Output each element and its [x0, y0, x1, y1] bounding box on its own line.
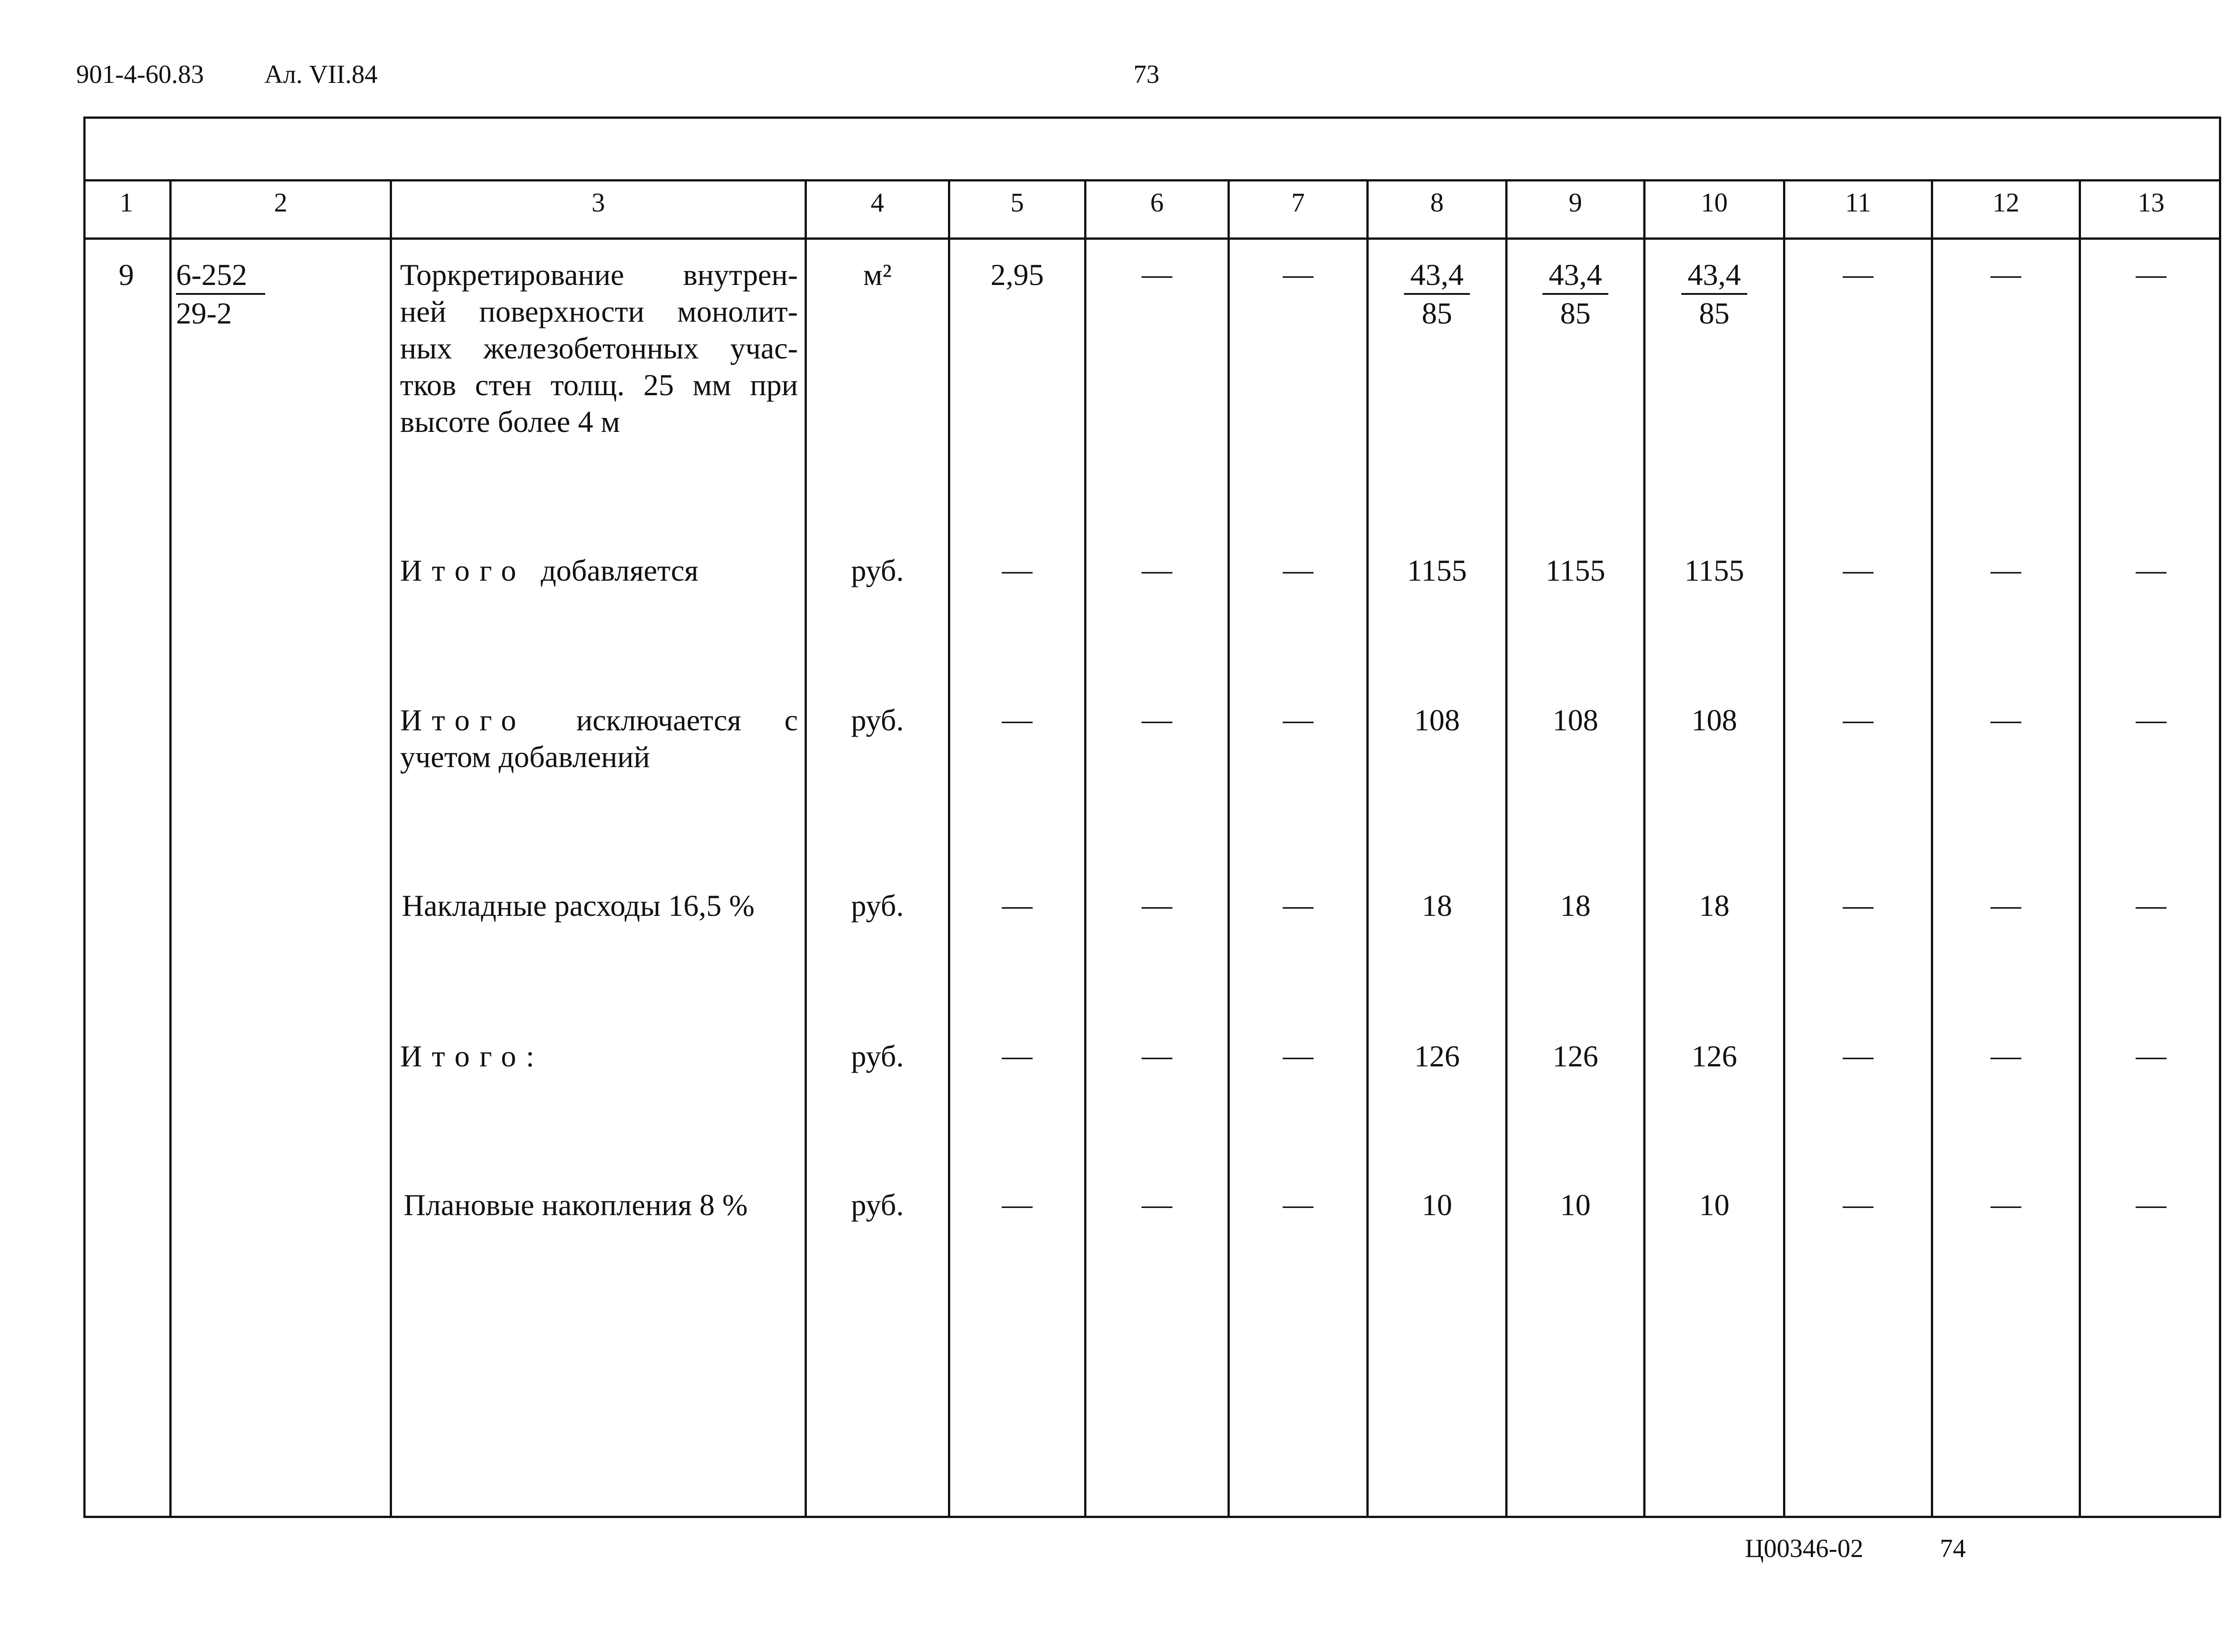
- summary-label-added-rest: добавляется: [540, 553, 698, 587]
- document-code: 901-4-60.83: [76, 60, 204, 89]
- row9-col7: —: [1283, 257, 1314, 291]
- summary-overhead-c12: —: [1990, 888, 2021, 922]
- summary-excluded-c13: —: [2136, 702, 2167, 736]
- summary-overhead-c8: 18: [1422, 889, 1452, 923]
- summary-overhead-c10: 18: [1699, 889, 1730, 923]
- summary-label-added: [400, 552, 798, 589]
- summary-added-c9: 1155: [1545, 553, 1606, 587]
- col-divider-5: [1084, 179, 1086, 1518]
- table-header-bottom-line: [83, 237, 2221, 240]
- row9-col6: —: [1142, 257, 1172, 291]
- col-header-9: 9: [1568, 188, 1582, 217]
- footer-stamp-code: Ц00346-02: [1745, 1534, 1864, 1563]
- summary-label-excluded-line2: учетом добавлений: [400, 740, 650, 774]
- summary-savings-c5: —: [1002, 1187, 1033, 1221]
- summary-label-excluded-spaced: Итого: [400, 703, 526, 737]
- description-line-4: тков стен толщ. 25 мм при: [400, 368, 798, 402]
- row9-col8-bottom: 85: [1422, 296, 1452, 330]
- summary-savings-c10: 10: [1699, 1188, 1730, 1222]
- album-label: Ал. VII.84: [264, 60, 378, 89]
- summary-savings-c8: 10: [1422, 1188, 1452, 1222]
- col-header-5: 5: [1010, 188, 1024, 217]
- row9-col13: —: [2136, 257, 2167, 291]
- description-line-3: ных железобетонных учас-: [400, 331, 798, 365]
- col-divider-2: [390, 179, 392, 1518]
- summary-label-overhead: Накладные расходы 16,5 %: [402, 889, 755, 923]
- row9-col8-fraction: [1369, 256, 1505, 332]
- col-header-3: 3: [591, 188, 605, 217]
- col-divider-3: [805, 179, 807, 1518]
- description-line-5: высоте более 4 м: [400, 405, 620, 439]
- summary-overhead-c11: —: [1843, 888, 1874, 922]
- summary-overhead-c6: —: [1142, 888, 1172, 922]
- col-header-4: 4: [870, 188, 884, 217]
- row9-col10-top: 43,4: [1681, 256, 1747, 295]
- summary-added-unit: руб.: [851, 553, 904, 587]
- summary-excluded-c12: —: [1990, 702, 2021, 736]
- col-header-8: 8: [1430, 188, 1444, 217]
- row9-col10-bottom: 85: [1699, 296, 1730, 330]
- item-number: 9: [119, 258, 134, 292]
- summary-excluded-c7: —: [1283, 702, 1314, 736]
- summary-total-c7: —: [1283, 1038, 1314, 1072]
- summary-savings-c11: —: [1843, 1187, 1874, 1221]
- description-line-2: ней поверхности монолит-: [400, 294, 798, 328]
- col-divider-6: [1228, 179, 1230, 1518]
- summary-savings-c12: —: [1990, 1187, 2021, 1221]
- col-header-13: 13: [2137, 188, 2165, 217]
- col-divider-8: [1505, 179, 1508, 1518]
- col-header-1: 1: [120, 188, 133, 217]
- summary-added-c11: —: [1843, 552, 1874, 587]
- row9-col12: —: [1990, 257, 2021, 291]
- summary-label-total: [400, 1038, 798, 1074]
- col-header-11: 11: [1845, 188, 1871, 217]
- reference-bottom: 29-2: [176, 296, 232, 330]
- summary-label-excluded: [400, 702, 798, 738]
- col-header-10: 10: [1701, 188, 1728, 217]
- footer-sheet-number: 74: [1940, 1534, 1966, 1563]
- summary-added-c6: —: [1142, 552, 1172, 587]
- summary-savings-c9: 10: [1560, 1188, 1591, 1222]
- quantity-cell: 2,95: [991, 258, 1044, 292]
- col-divider-7: [1366, 179, 1369, 1518]
- summary-added-c8: 1155: [1407, 553, 1467, 587]
- summary-total-c11: —: [1843, 1038, 1874, 1072]
- summary-savings-c7: —: [1283, 1187, 1314, 1221]
- col-divider-12: [2079, 179, 2081, 1518]
- summary-total-c12: —: [1990, 1038, 2021, 1072]
- row9-col11: —: [1843, 257, 1874, 291]
- summary-added-c12: —: [1990, 552, 2021, 587]
- summary-overhead-unit: руб.: [851, 889, 904, 923]
- summary-total-c5: —: [1002, 1038, 1033, 1072]
- summary-label-excluded-rest: исключается с: [576, 703, 798, 737]
- summary-total-c10: 126: [1691, 1039, 1737, 1073]
- row9-col9-top: 43,4: [1542, 256, 1608, 295]
- unit-cell: м²: [863, 258, 892, 292]
- summary-added-c5: —: [1002, 552, 1033, 587]
- col-divider-1: [169, 179, 172, 1518]
- col-header-6: 6: [1150, 188, 1164, 217]
- description-line-1: Торкретирование внутрен-: [400, 258, 798, 292]
- summary-added-c7: —: [1283, 552, 1314, 587]
- summary-label-added-spaced: Итого: [400, 553, 526, 587]
- summary-total-c8: 126: [1414, 1039, 1460, 1073]
- summary-savings-c13: —: [2136, 1187, 2167, 1221]
- summary-total-c6: —: [1142, 1038, 1172, 1072]
- summary-excluded-c8: 108: [1414, 703, 1460, 737]
- summary-overhead-c7: —: [1283, 888, 1314, 922]
- col-divider-4: [948, 179, 950, 1518]
- summary-total-c13: —: [2136, 1038, 2167, 1072]
- row9-col9-bottom: 85: [1560, 296, 1591, 330]
- summary-added-c13: —: [2136, 552, 2167, 587]
- table-header-top-line: [83, 179, 2221, 181]
- summary-total-unit: руб.: [851, 1039, 904, 1073]
- col-header-7: 7: [1291, 188, 1305, 217]
- summary-excluded-c6: —: [1142, 702, 1172, 736]
- col-divider-11: [1931, 179, 1933, 1518]
- summary-excluded-c5: —: [1002, 702, 1033, 736]
- summary-savings-c6: —: [1142, 1187, 1172, 1221]
- summary-overhead-c13: —: [2136, 888, 2167, 922]
- col-header-2: 2: [274, 188, 288, 217]
- summary-excluded-c9: 108: [1552, 703, 1598, 737]
- reference-fraction: [172, 256, 265, 332]
- row9-col8-top: 43,4: [1404, 256, 1470, 295]
- col-header-12: 12: [1992, 188, 2020, 217]
- row9-col9-fraction: [1508, 256, 1643, 332]
- summary-excluded-unit: руб.: [851, 703, 904, 737]
- row9-col10-fraction: [1646, 256, 1783, 332]
- col-divider-10: [1783, 179, 1785, 1518]
- summary-added-c10: 1155: [1684, 553, 1745, 587]
- summary-excluded-c11: —: [1843, 702, 1874, 736]
- col-divider-9: [1643, 179, 1646, 1518]
- summary-label-total-spaced: Итого:: [400, 1039, 544, 1073]
- summary-excluded-c10: 108: [1691, 703, 1737, 737]
- summary-savings-unit: руб.: [851, 1188, 904, 1222]
- page-number: 73: [1133, 60, 1159, 89]
- summary-label-planned-savings: Плановые накопления 8 %: [404, 1188, 748, 1222]
- summary-overhead-c5: —: [1002, 888, 1033, 922]
- summary-overhead-c9: 18: [1560, 889, 1591, 923]
- reference-top: 6-252: [176, 256, 265, 295]
- summary-total-c9: 126: [1552, 1039, 1598, 1073]
